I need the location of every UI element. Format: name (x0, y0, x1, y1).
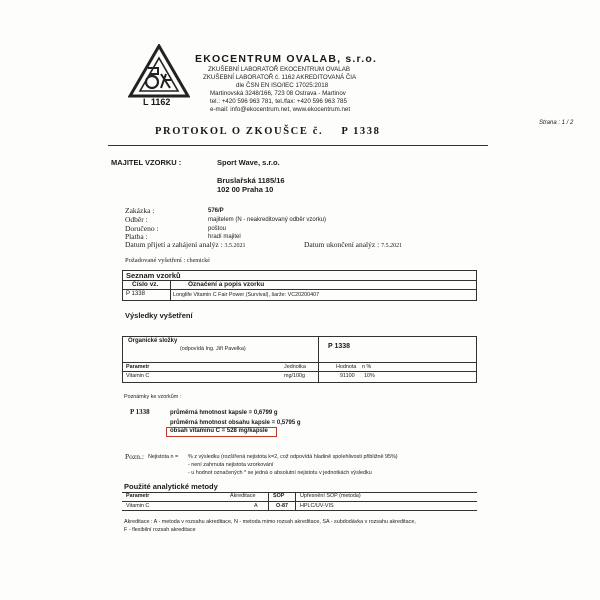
protocol-title-text: PROTOKOL O ZKOUŠCE č. (155, 126, 324, 137)
result-n: 10% (364, 373, 375, 379)
methods-col-sop: SOP (273, 493, 285, 499)
method-accr: A (254, 503, 258, 509)
org-line: ZKUŠEBNÍ LABORATOŘ EKOCENTRUM OVALAB (208, 66, 350, 73)
title-rule (108, 145, 488, 146)
footer-flexible: F - flexibilní rozsah akreditace (124, 527, 196, 533)
owner-label: MAJITEL VZORKU : (111, 158, 182, 167)
method-sop: O-87 (276, 503, 288, 509)
samples-col-rule (170, 280, 171, 301)
org-line: e-mail: info@ekocentrum.net, www.ekocentrum.net (210, 106, 351, 113)
result-param: Vitamin C (126, 373, 150, 379)
finished-value: 7.5.2021 (381, 243, 403, 249)
results-divider (122, 371, 477, 372)
sampling-label: Odběr : (125, 215, 148, 224)
note-value: 528 mg/kapsle (226, 428, 268, 434)
org-line: Martinovská 3248/166, 723 08 Ostrava - Martinov (210, 90, 346, 97)
org-line: dle ČSN EN ISO/IEC 17025:2018 (236, 82, 329, 89)
protocol-title (155, 126, 380, 137)
note-line (170, 410, 278, 416)
results-sample: P 1338 (328, 343, 351, 350)
methods-col-param: Parametr (126, 493, 150, 499)
note-value: 0,6799 g (253, 410, 278, 416)
page-number: Strana : 1 / 2 (539, 120, 574, 126)
owner-street: Bruslařská 1185/16 (217, 176, 285, 185)
methods-col-accr: Akreditace (230, 493, 256, 499)
method-param: Vitamin C (126, 503, 150, 509)
methods-col-rule (295, 492, 296, 510)
results-group: Organické složky (128, 338, 178, 344)
notes-sample: P 1338 (130, 408, 150, 416)
note-value: 0,5795 g (276, 420, 301, 426)
notes-label: Poznámky ke vzorkům : (124, 394, 182, 400)
result-value: 91100 (340, 373, 355, 379)
footer-accreditation: Akreditace : A - metoda v rozsahu akreditace, N - metoda mimo rozsah akreditace, SA - subdodávka v rozsahu akreditace, (124, 519, 416, 525)
result-unit: mg/100g (284, 373, 305, 379)
protocol-number: P 1338 (341, 126, 381, 137)
pozn-line: % z výsledku (rozšířená nejistota k=2, což odpovídá hladině spolehlivosti přibližně 95%) (188, 454, 398, 460)
samples-heading: Seznam vzorků (126, 271, 181, 280)
finished-label: Datum ukončení analýz : (304, 240, 380, 249)
pozn-line: - není zahrnuta nejistota vzorkování (188, 462, 274, 468)
delivered-value: poštou (208, 226, 227, 232)
order-label: Zakázka : (125, 206, 155, 215)
note-line (170, 420, 301, 426)
results-col-param: Parametr (126, 364, 150, 370)
received-value: 3.5.2021 (224, 243, 246, 249)
org-line: ZKUŠEBNÍ LABORATOŘ č. 1162 AKREDITOVANÁ ČIA (203, 74, 357, 81)
received-date (125, 240, 246, 249)
pozn-label: Pozn.: (125, 452, 144, 461)
method-desc: HPLC/UV-VIS (300, 503, 334, 509)
results-divider (122, 362, 477, 363)
samples-divider (122, 280, 477, 281)
note-label: průměrná hmotnost obsahu kapsle = (170, 420, 276, 426)
results-col-rule (318, 336, 319, 383)
methods-heading: Použité analytické metody (124, 482, 218, 491)
finished-date (304, 240, 402, 249)
note-label: průměrná hmotnost kapsle = (170, 410, 253, 416)
results-heading: Výsledky vyšetření (125, 311, 193, 320)
owner-city: 102 00 Praha 10 (217, 185, 274, 194)
org-line: tel.: +420 596 963 781, tel./fax: +420 596 963 785 (210, 98, 347, 105)
sample-no: P 1338 (126, 291, 145, 297)
methods-col-method: Upřesnění SOP (metoda) (300, 493, 361, 499)
requested-label: Požadované vyšetření : (125, 257, 186, 264)
note-label: obsah vitaminu C = (170, 428, 226, 434)
requested-exam (125, 257, 210, 264)
samples-col-desc: Označení a popis vzorku (188, 281, 265, 288)
methods-divider (122, 501, 477, 502)
owner-name: Sport Wave, s.r.o. (217, 158, 280, 167)
methods-col-rule (268, 492, 269, 510)
sampling-value: majitelem (N - neakreditovaný odběr vzorku) (208, 217, 327, 223)
samples-col-no: Číslo vz. (132, 281, 159, 288)
organization-name: EKOCENTRUM OVALAB, s.r.o. (195, 53, 378, 65)
pozn-term: Nejistota n = (148, 454, 179, 460)
order-value: 576/P (208, 208, 224, 214)
results-col-unit: Jednotka (284, 364, 306, 370)
requested-value: chemické (186, 258, 210, 264)
samples-divider (122, 289, 477, 290)
sample-desc: Longlife Vitamin C Fair Power (Survival), šarže: VC20200407 (173, 292, 320, 298)
results-responsible: (odpovídá Ing. Jiří Pavelka) (180, 346, 246, 352)
received-label: Datum přijetí a zahájení analýz : (125, 240, 223, 249)
methods-divider (122, 510, 477, 511)
note-line-highlighted (170, 428, 268, 434)
pozn-line: - u hodnot označených * se jedná o absolutní nejistotu v jednotkách výsledku (188, 470, 372, 476)
delivered-label: Doručeno : (125, 224, 159, 233)
payment-label: Platba : (125, 232, 148, 241)
results-col-n: n % (362, 364, 372, 370)
results-col-value: Hodnota (336, 364, 357, 370)
payment-value: hradí majitel (208, 234, 241, 240)
logo-code: L 1162 (143, 97, 171, 107)
